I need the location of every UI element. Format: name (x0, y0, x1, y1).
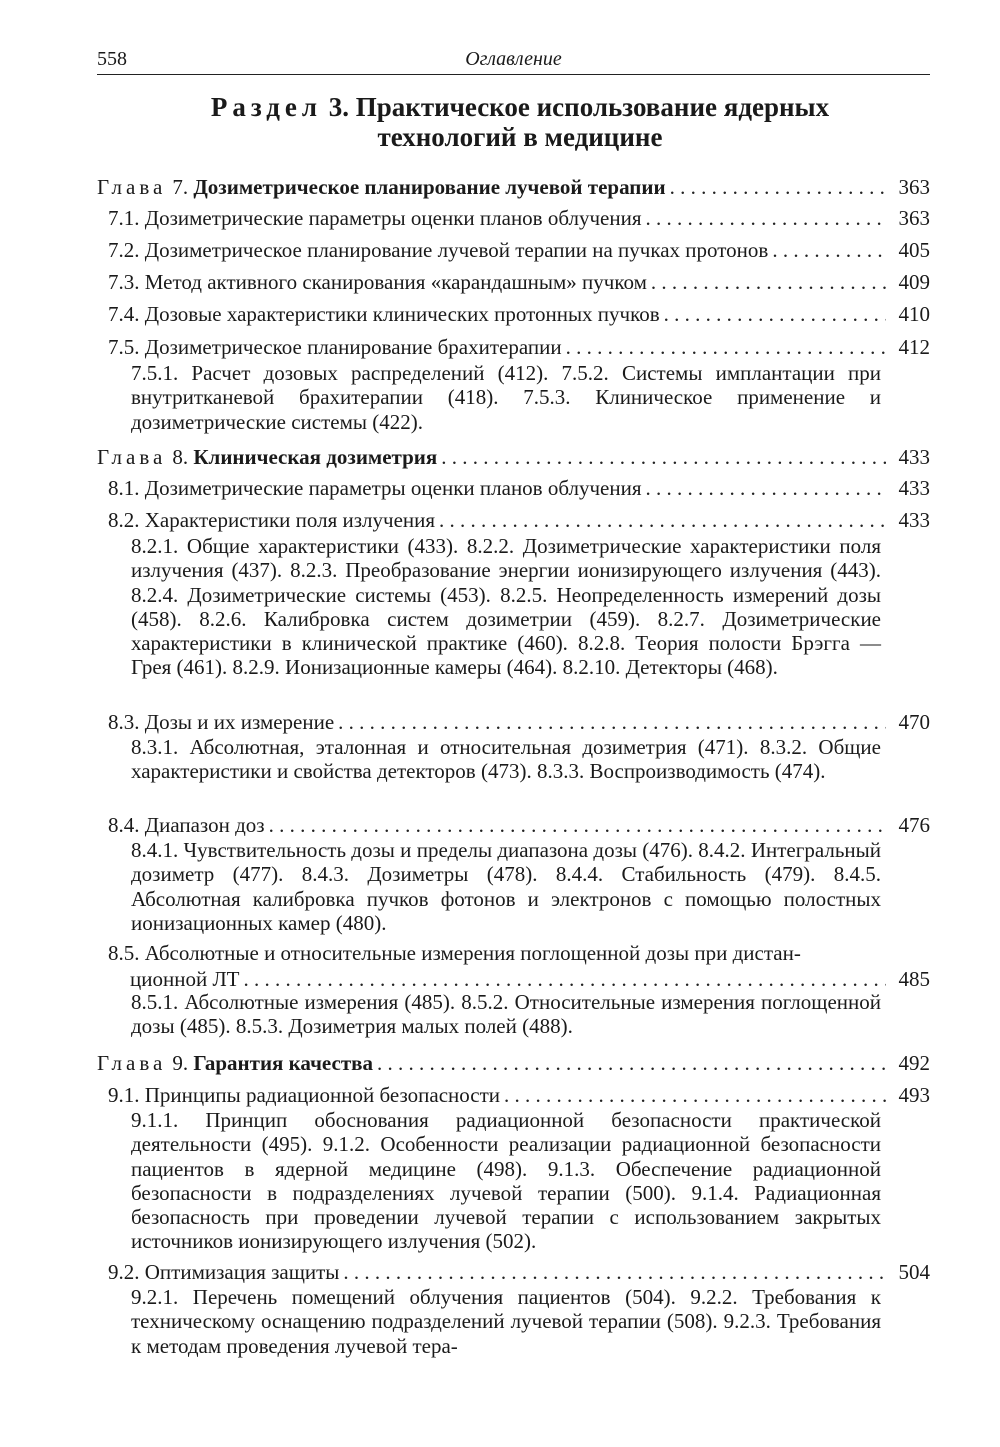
subsection-list-8-3: 8.3.1. Абсолютная, эталонная и относительная дозиметрия (471). 8.3.2. Общие характеристики и свойства детекторов (473). 8.3.3. Воспроизводимость (474). (131, 735, 881, 784)
chapter-9-entry[interactable] (97, 1049, 930, 1077)
page-ref: 470 (898, 710, 930, 734)
chapter-title: Клиническая дозиметрия (193, 445, 438, 469)
toc-entry-8-5[interactable] (108, 941, 930, 993)
chapter-label: Глава (97, 175, 167, 199)
chapter-number: 8. (172, 445, 189, 469)
page-ref: 492 (898, 1051, 930, 1075)
entry-title: 8.1. Дозиметрические параметры оценки планов облучения (108, 476, 642, 500)
toc-entry-7-3[interactable] (108, 268, 930, 296)
section-title-line1: Практическое использование ядерных (355, 92, 830, 122)
section-heading (120, 92, 920, 152)
entry-title: 8.2. Характеристики поля излучения (108, 508, 436, 532)
subsection-list-7-5: 7.5.1. Расчет дозовых распределений (412). 7.5.2. Системы имплантации при внутритканевой брахитерапии (418). 7.5.3. Клиническое применение и дозиметрические системы (422). (131, 361, 881, 434)
chapter-7-entry[interactable] (97, 173, 930, 201)
leader-dots (504, 1081, 886, 1109)
toc-entry-7-5[interactable] (108, 333, 930, 361)
page-ref: 493 (898, 1083, 930, 1107)
entry-title: 7.5. Дозиметрическое планирование брахитерапии (108, 335, 562, 359)
chapter-label: Глава (97, 445, 167, 469)
subsection-list-8-5: 8.5.1. Абсолютные измерения (485). 8.5.2. Относительные измерения поглощенной дозы (485). 8.5.3. Дозиметрия малых полей (488). (131, 990, 881, 1039)
page-ref: 433 (898, 445, 930, 469)
entry-title: 8.4. Диапазон доз (108, 813, 265, 837)
page-ref: 409 (898, 270, 930, 294)
leader-dots (343, 1258, 886, 1286)
entry-title: 7.1. Дозиметрические параметры оценки планов облучения (108, 206, 642, 230)
toc-entry-8-2[interactable] (108, 506, 930, 534)
leader-dots (377, 1049, 886, 1077)
toc-entry-7-2[interactable] (108, 236, 930, 264)
page-ref: 485 (898, 967, 930, 991)
toc-entry-8-3[interactable] (108, 708, 930, 736)
subsection-list-9-1: 9.1.1. Принцип обоснования радиационной безопасности практической деятельности (495). 9.1.2. Особенности реализации радиационной безопасности пациентов в ядерной медицине (498). 9.1.3. Обеспечение радиационной безопасности в подразделениях лучевой терапии (500). 9.1.4. Радиационная безопасность при проведении лучевой терапии с использованием закрытых источников ионизирующего излучения (502). (131, 1108, 881, 1254)
leader-dots (441, 443, 886, 471)
entry-title: 7.4. Дозовые характеристики клинических протонных пучков (108, 302, 660, 326)
chapter-title: Дозиметрическое планирование лучевой терапии (193, 175, 666, 199)
leader-dots (646, 204, 886, 232)
section-number: 3. (328, 92, 350, 122)
chapter-title: Гарантия качества (193, 1051, 373, 1075)
leader-dots (646, 474, 886, 502)
page-ref: 405 (898, 238, 930, 262)
toc-entry-8-4[interactable] (108, 811, 930, 839)
chapter-label: Глава (97, 1051, 167, 1075)
leader-dots (338, 708, 886, 736)
leader-dots (772, 236, 886, 264)
entry-title: 8.3. Дозы и их измерение (108, 710, 335, 734)
entry-title-line2: ционной ЛТ (130, 967, 240, 991)
page-ref: 433 (898, 508, 930, 532)
page-ref: 433 (898, 476, 930, 500)
section-label: Раздел (210, 92, 323, 122)
toc-entry-8-1[interactable] (108, 474, 930, 502)
page-ref: 363 (898, 206, 930, 230)
page-ref: 363 (898, 175, 930, 199)
subsection-list-9-2: 9.2.1. Перечень помещений облучения пациентов (504). 9.2.2. Требования к техническому оснащению подразделений лучевой терапии (508). 9.2.3. Требования к методам проведения лучевой тера- (131, 1285, 881, 1358)
entry-title: 9.2. Оптимизация защиты (108, 1260, 340, 1284)
leader-dots (244, 965, 886, 993)
leader-dots (664, 300, 886, 328)
page-ref: 410 (898, 302, 930, 326)
entry-title-line1: 8.5. Абсолютные и относительные измерения поглощенной дозы при дистан- (108, 941, 801, 965)
leader-dots (439, 506, 886, 534)
subsection-list-8-2: 8.2.1. Общие характеристики (433). 8.2.2. Дозиметрические характеристики поля излучения (437). 8.2.3. Преобразование энергии ионизирующего излучения (443). 8.2.4. Дозиметрические системы (453). 8.2.5. Неопределенность измерений дозы (458). 8.2.6. Калибровка систем дозиметрии (459). 8.2.7. Дозиметрические характеристики в клинической практике (460). 8.2.8. Теория полости Брэгга — Грея (461). 8.2.9. Ионизационные камеры (464). 8.2.10. Детекторы (468). (131, 534, 881, 680)
toc-entry-9-2[interactable] (108, 1258, 930, 1286)
page-ref: 412 (898, 335, 930, 359)
page-ref: 504 (898, 1260, 930, 1284)
toc-entry-7-4[interactable] (108, 300, 930, 328)
chapter-number: 7. (172, 175, 189, 199)
leader-dots (566, 333, 886, 361)
leader-dots (269, 811, 886, 839)
leader-dots (651, 268, 886, 296)
toc-entry-9-1[interactable] (108, 1081, 930, 1109)
chapter-number: 9. (172, 1051, 189, 1075)
section-title-line2: технологий в медицине (377, 122, 663, 152)
running-header (97, 48, 930, 75)
subsection-list-8-4: 8.4.1. Чувствительность дозы и пределы диапазона дозы (476). 8.4.2. Интегральный дозиметр (477). 8.4.3. Дозиметры (478). 8.4.4. Стабильность (479). 8.4.5. Абсолютная калибровка пучков фотонов и электронов с помощью полостных ионизационных камер (480). (131, 838, 881, 935)
page-ref: 476 (898, 813, 930, 837)
entry-title: 7.2. Дозиметрическое планирование лучевой терапии на пучках протонов (108, 238, 769, 262)
entry-title: 7.3. Метод активного сканирования «карандашным» пучком (108, 270, 647, 294)
entry-title: 9.1. Принципы радиационной безопасности (108, 1083, 501, 1107)
page-number: 558 (97, 48, 127, 70)
toc-entry-7-1[interactable] (108, 204, 930, 232)
running-title: Оглавление (465, 48, 562, 70)
leader-dots (670, 173, 886, 201)
chapter-8-entry[interactable] (97, 443, 930, 471)
